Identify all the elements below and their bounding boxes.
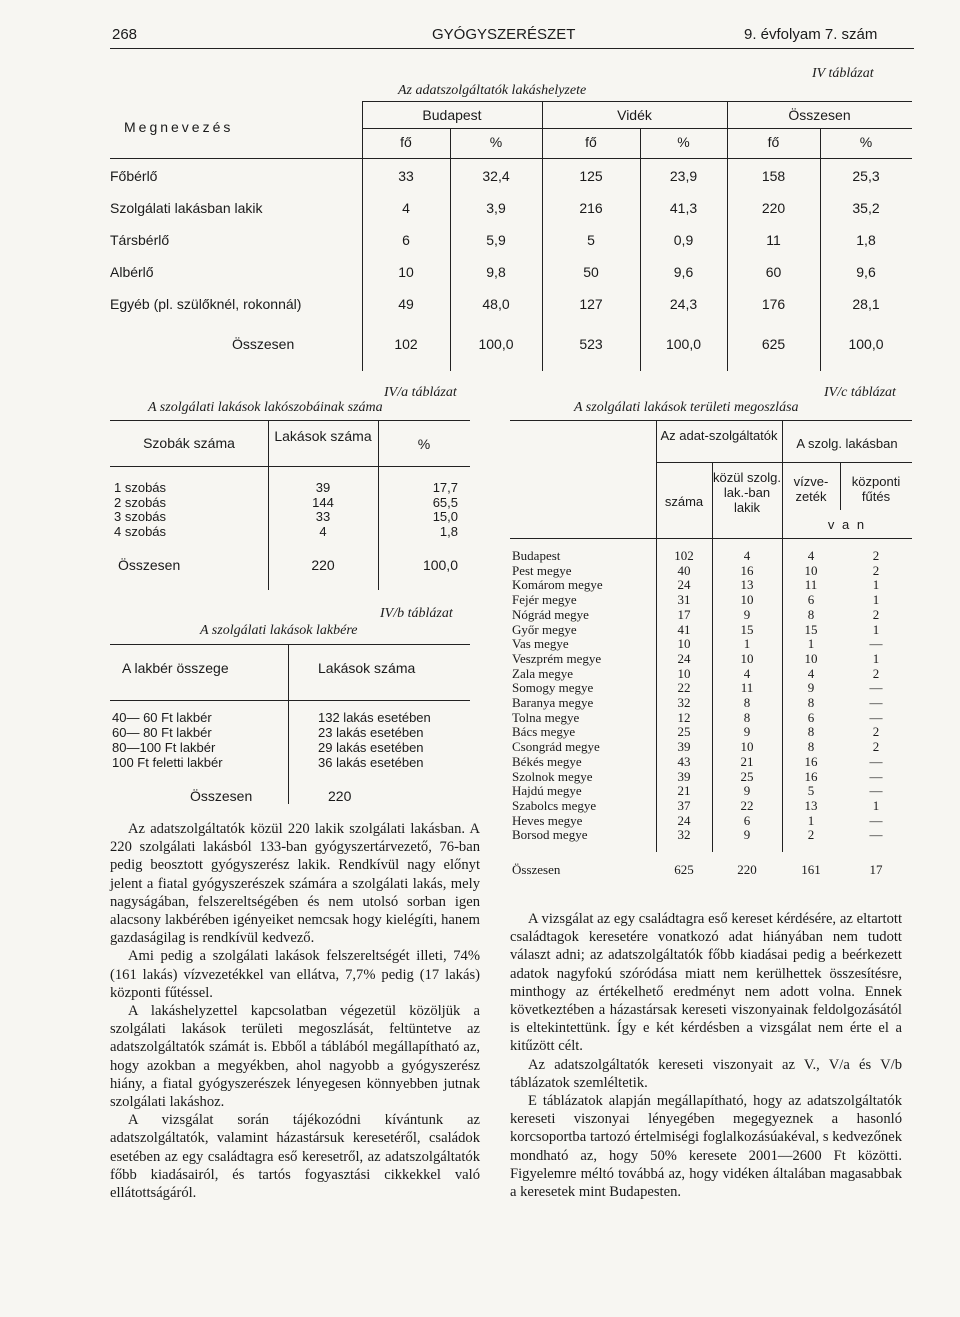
table-row-label: 40— 60 Ft lakbér xyxy=(112,710,212,725)
table-cell: 161 xyxy=(801,862,821,877)
table-cell: 32 xyxy=(677,695,691,710)
table-cell: 2 xyxy=(807,827,815,843)
table-cell: 125 xyxy=(579,168,603,184)
table-cell: 25,3 xyxy=(852,168,880,184)
table-row-label: Győr megye xyxy=(512,621,577,637)
table-row-label: Veszprém megye xyxy=(512,650,602,666)
table-cell: 3,9 xyxy=(486,200,506,216)
table-cell: 12 xyxy=(677,709,691,725)
table-cell: 10 xyxy=(804,562,818,578)
iva-col3-header: % xyxy=(417,436,431,452)
table-cell: — xyxy=(869,753,883,769)
table-cell: 24 xyxy=(677,650,691,666)
paragraph: E táblázatok alapján megállapítható, hogy az adatszolgáltatók kereseti viszonyai lényegében megegyeznek a hasonló korcsoportba tartozó értelmiségi foglalkozásúakéval, s kedvezőnek mondható az, hogy 50% keresete 2001—2600 Ft közötti. Figyelemre méltó továbbá az, hogy vidéken általában magasabbak a keresetek mint Budapesten. xyxy=(510,1093,902,1201)
table-cell: 2 xyxy=(872,548,880,563)
table-row-label: Egyéb (pl. szülőknél, rokonnál) xyxy=(110,296,302,312)
table-cell: 40 xyxy=(677,562,691,578)
table-cell: 9 xyxy=(743,827,751,843)
table-cell: 176 xyxy=(761,296,786,312)
table-cell: 23 lakás esetében xyxy=(318,725,424,740)
table-cell: 10 xyxy=(398,264,414,280)
table-cell: 2 xyxy=(872,724,880,740)
table-cell: 8 xyxy=(743,695,751,710)
text-column-left xyxy=(110,820,480,1202)
table-cell: 8 xyxy=(807,724,815,740)
table-cell: 4 xyxy=(807,548,815,563)
table-cell: 39 xyxy=(315,480,331,495)
table-cell: 29 lakás esetében xyxy=(318,740,424,755)
total-label: Összesen xyxy=(512,862,561,877)
table-iv-label: IV táblázat xyxy=(812,66,874,81)
sub-pct: % xyxy=(489,134,503,150)
table-cell: 22 xyxy=(677,680,691,696)
table-cell: 5,9 xyxy=(486,232,506,248)
table-cell: 1 xyxy=(807,636,815,652)
table-cell: 4 xyxy=(743,665,751,681)
table-cell: — xyxy=(869,827,883,843)
ivb-col1-header: A lakbér összege xyxy=(122,660,229,676)
table-cell: 158 xyxy=(761,168,786,184)
table-cell: 16 xyxy=(740,562,754,578)
table-cell: 625 xyxy=(761,336,786,352)
table-ivc-label: IV/c táblázat xyxy=(824,385,896,400)
table-cell: 13 xyxy=(740,577,754,593)
table-row-label: Heves megye xyxy=(512,812,583,828)
table-cell: — xyxy=(869,709,883,725)
table-iv-title: Az adatszolgáltatók lakáshelyzete xyxy=(398,83,587,98)
table-cell: 10 xyxy=(740,650,754,666)
table-iv-row-header: Megnevezés xyxy=(124,119,234,135)
table-cell: — xyxy=(869,812,883,828)
table-cell: 13 xyxy=(804,797,818,813)
table-row-label: Csongrád megye xyxy=(512,739,600,755)
table-cell: 100,0 xyxy=(422,557,458,573)
table-cell: 10 xyxy=(677,665,691,681)
ivc-header-kozp: központi fűtés xyxy=(851,474,901,504)
table-row-label: 60— 80 Ft lakbér xyxy=(112,725,212,740)
table-cell: 32 xyxy=(677,827,691,843)
table-cell: 10 xyxy=(740,739,754,755)
table-cell: 48,0 xyxy=(482,296,510,312)
table-cell: 43 xyxy=(677,753,691,769)
journal-title: GYÓGYSZERÉSZET xyxy=(432,26,576,43)
table-row-label: Baranya megye xyxy=(512,695,594,710)
table-cell: 36 lakás esetében xyxy=(318,755,424,770)
table-cell: 21 xyxy=(677,783,691,799)
table-cell: 25 xyxy=(677,724,691,740)
table-cell: 9 xyxy=(743,724,751,740)
table-cell: 2 xyxy=(872,562,880,578)
table-cell: 28,1 xyxy=(852,296,880,312)
table-cell: 1 xyxy=(743,636,751,652)
table-cell: 5 xyxy=(807,783,815,799)
table-cell: 1,8 xyxy=(856,232,876,248)
table-ivc-title: A szolgálati lakások területi megoszlása xyxy=(574,400,799,415)
table-cell: 50 xyxy=(583,264,599,280)
table-cell: 10 xyxy=(804,650,818,666)
table-cell: 32,4 xyxy=(482,168,510,184)
table-cell: 1,8 xyxy=(439,523,458,539)
table-cell: — xyxy=(869,768,883,784)
group-budapest: Budapest xyxy=(422,107,482,123)
table-cell: 9,6 xyxy=(673,264,694,280)
table-row-label: Főbérlő xyxy=(110,168,158,184)
table-cell: 127 xyxy=(579,296,603,312)
table-cell: 11 xyxy=(804,577,818,593)
sub-fo: fő xyxy=(585,134,597,150)
table-cell: 17 xyxy=(869,862,883,877)
header-rule xyxy=(110,48,914,49)
table-cell: 102 xyxy=(394,336,418,352)
table-iva-label: IV/a táblázat xyxy=(384,385,457,400)
table-row-label: 80—100 Ft lakbér xyxy=(112,740,216,755)
table-cell: 625 xyxy=(674,862,694,877)
table-row-label: Pest megye xyxy=(512,562,572,578)
table-row-label: 2 szobás xyxy=(114,494,167,510)
table-cell: 4 xyxy=(743,548,751,563)
table-cell: 220 xyxy=(311,557,335,573)
table-cell: 49 xyxy=(398,296,414,312)
table-cell: 220 xyxy=(761,200,786,216)
issue-label: 9. évfolyam 7. szám xyxy=(744,26,878,43)
table-cell: 11 xyxy=(766,232,781,248)
table-cell: 132 lakás esetében xyxy=(318,710,431,725)
ivc-header-van: v a n xyxy=(827,517,867,532)
ivc-header-szama: száma xyxy=(664,494,704,509)
table-cell: 2 xyxy=(872,665,880,681)
table-cell: 21 xyxy=(740,753,754,769)
sub-pct: % xyxy=(859,134,873,150)
total-label: Összesen xyxy=(232,336,295,352)
table-row-label: Tolna megye xyxy=(512,709,580,725)
table-cell: 65,5 xyxy=(432,494,458,510)
table-cell: 10 xyxy=(677,636,691,652)
total-label: Összesen xyxy=(118,557,181,573)
paragraph: Az adatszolgáltatók közül 220 lakik szolgálati lakásban. A 220 szolgálati lakásból 133-ban gyógyszertárvezető, 76-ban pedig beosztott gyógyszerész lakik. Rendkívül nagy előnyt jelent a fiatal gyógyszerészek számára a szolgálati lakás, mely nagyságában, felszereltségében és nem utolsó sorban igen alacsony lakbérében igényeiket nemcsak hogy kielégíti, hanem gazdaságilag is rendkívül kedvező. xyxy=(110,821,480,947)
table-cell: 4 xyxy=(807,665,815,681)
table-row-label: Társbérlő xyxy=(110,232,170,248)
table-cell: 15 xyxy=(740,621,754,637)
table-cell: 1 xyxy=(807,812,815,828)
table-cell: 41,3 xyxy=(669,200,698,216)
table-row-label: 3 szobás xyxy=(114,509,167,524)
table-row-label: Fejér megye xyxy=(512,592,577,608)
table-cell: 24,3 xyxy=(669,296,698,312)
group-videk: Vidék xyxy=(617,107,652,123)
table-cell: 100,0 xyxy=(665,336,702,352)
table-cell: 9 xyxy=(743,606,751,622)
table-cell: 22 xyxy=(740,797,754,813)
table-cell: 37 xyxy=(677,797,691,813)
table-cell: 16 xyxy=(804,768,818,784)
table-cell: 10 xyxy=(740,592,754,608)
table-cell: 4 xyxy=(319,523,327,539)
table-cell: — xyxy=(869,783,883,799)
table-row-label: Vas megye xyxy=(512,636,569,652)
table-row-label: 100 Ft feletti lakbér xyxy=(112,755,223,770)
table-cell: 6 xyxy=(807,709,815,725)
table-cell: 17 xyxy=(677,606,691,622)
ivc-header-szolg: A szolg. lakásban xyxy=(796,436,898,451)
table-cell: 1 xyxy=(872,797,880,813)
table-cell: 25 xyxy=(740,768,754,784)
table-cell: 33 xyxy=(315,509,331,524)
table-row-label: Hajdú megye xyxy=(512,783,582,799)
table-row-label: Bács megye xyxy=(512,724,576,740)
table-cell: 6 xyxy=(402,232,410,248)
table-cell: 9,8 xyxy=(486,264,506,280)
table-cell: 102 xyxy=(674,548,694,563)
table-cell: 9,6 xyxy=(856,264,876,280)
table-cell: 60 xyxy=(765,264,782,280)
iva-col2-header: Lakások száma xyxy=(274,428,372,444)
table-cell: 1 xyxy=(872,650,880,666)
table-cell: 6 xyxy=(743,812,751,828)
table-cell: 15,0 xyxy=(432,509,458,524)
table-cell: 8 xyxy=(807,739,815,755)
ivc-header-adat: Az adat-szolgáltatók xyxy=(660,428,778,443)
table-cell: 24 xyxy=(677,577,691,593)
sub-pct: % xyxy=(677,134,690,150)
table-iva-title: A szolgálati lakások lakószobáinak száma xyxy=(148,400,383,415)
table-row-label: Budapest xyxy=(512,548,561,563)
table-row-label: Zala megye xyxy=(512,665,573,681)
table-cell: 2 xyxy=(872,606,880,622)
table-cell: 6 xyxy=(807,592,815,608)
paragraph: A lakáshelyzettel kapcsolatban végezetül közöljük a szolgálati lakások területi megoszlását, feltüntetve az adatszolgáltatók számát is. Ebből a táblából megállapítható az, hogy azokban a megyékben, ahol nagyobb a gyógyszerész hiány, a fiatal gyógyszerészek lényegesen könnyebben jutnak szolgálati lakáshoz. xyxy=(110,1003,480,1111)
table-cell: — xyxy=(869,695,883,710)
text-column-right xyxy=(510,910,902,1201)
table-row-label: Komárom megye xyxy=(512,577,603,593)
table-cell: 33 xyxy=(398,168,414,184)
table-cell: 100,0 xyxy=(478,336,514,352)
table-cell: 11 xyxy=(740,680,754,696)
table-cell: — xyxy=(869,636,883,652)
table-row-label: Békés megye xyxy=(512,753,582,769)
table-ivb-label: IV/b táblázat xyxy=(380,606,453,621)
table-cell: 39 xyxy=(677,739,691,755)
table-cell: 1 xyxy=(872,621,880,637)
ivc-header-viz: vízve-zeték xyxy=(793,474,829,504)
iva-col1-header: Szobák száma xyxy=(143,435,235,451)
table-cell: 39 xyxy=(677,768,691,784)
table-row-label: Nógrád megye xyxy=(512,606,589,622)
table-row-label: 4 szobás xyxy=(114,523,167,539)
table-cell: — xyxy=(869,680,883,696)
table-cell: 4 xyxy=(402,200,410,216)
table-ivb-title: A szolgálati lakások lakbére xyxy=(200,623,358,638)
total-label: Összesen xyxy=(190,788,253,804)
table-cell: 16 xyxy=(804,753,818,769)
table-cell: 523 xyxy=(579,336,603,352)
table-cell: 9 xyxy=(807,680,815,696)
table-cell: 220 xyxy=(737,862,757,877)
table-cell: 144 xyxy=(312,494,334,510)
table-row-label: 1 szobás xyxy=(114,480,167,495)
table-cell: 220 xyxy=(328,788,352,804)
sub-fo: fő xyxy=(400,134,412,150)
table-row-label: Szolgálati lakásban lakik xyxy=(110,200,263,216)
table-cell: 24 xyxy=(677,812,691,828)
table-cell: 15 xyxy=(804,621,818,637)
table-cell: 9 xyxy=(743,783,751,799)
table-row-label: Szabolcs megye xyxy=(512,797,597,813)
table-cell: 5 xyxy=(587,232,595,248)
table-cell: 1 xyxy=(872,577,880,593)
paragraph: A vizsgálat során tájékozódni kívántunk az adatszolgáltatók, valamint házastársuk keresetéről, családok esetében az egy családtagra eső keresetről, az adatszolgáltatók főbb kiadásairól, és tartós fogyasztási cikkekkel való ellátottságáról. xyxy=(110,1112,480,1202)
table-cell: 8 xyxy=(807,606,815,622)
paragraph: Az adatszolgáltatók kereseti viszonyait az V., V/a és V/b táblázatok szemléltetik. xyxy=(510,1056,902,1091)
table-cell: 8 xyxy=(807,695,815,710)
table-cell: 100,0 xyxy=(848,336,884,352)
page-number: 268 xyxy=(112,26,138,43)
table-cell: 0,9 xyxy=(673,232,694,248)
table-cell: 2 xyxy=(872,739,880,755)
paragraph: A vizsgálat az egy családtagra eső kereset kérdésére, az eltartott családtagok keresetére vonatkozó adat hiányában nem tudott választ adni; az adatszolgáltatók főbb kiadásai pedig a beérkezett adatok nagyfokú szóródása miatt nem kerülhettek összesítésre, minthogy az értékelhető eredményt nem adott volna. Ennek következtében a házastársak kereseti viszonyainak feldolgozásától is eltekintettünk. Így e két kérdésben a vizsgálat nem érte el a kitűzött célt. xyxy=(510,911,902,1055)
group-osszesen: Összesen xyxy=(788,107,851,123)
table-row-label: Szolnok megye xyxy=(512,768,593,784)
ivc-header-kozul: közül szolg. lak.-ban lakik xyxy=(713,470,781,515)
table-cell: 41 xyxy=(677,621,691,637)
table-row-label: Albérlő xyxy=(110,264,154,280)
table-cell: 31 xyxy=(677,592,691,608)
table-cell: 35,2 xyxy=(852,200,880,216)
table-cell: 17,7 xyxy=(432,480,458,495)
table-cell: 216 xyxy=(579,200,603,216)
table-cell: 1 xyxy=(872,592,880,608)
paragraph: Ami pedig a szolgálati lakások felszereltségét illeti, 74% (161 lakás) vízvezetékkel van ellátva, 7,7% pedig (17 lakás) központi fűtéssel. xyxy=(110,948,480,1001)
table-cell: 23,9 xyxy=(669,168,698,184)
table-row-label: Somogy megye xyxy=(512,680,594,696)
table-cell: 8 xyxy=(743,709,751,725)
table-row-label: Borsod megye xyxy=(512,827,588,843)
ivb-col2-header: Lakások száma xyxy=(318,660,416,676)
sub-fo: fő xyxy=(767,134,780,150)
